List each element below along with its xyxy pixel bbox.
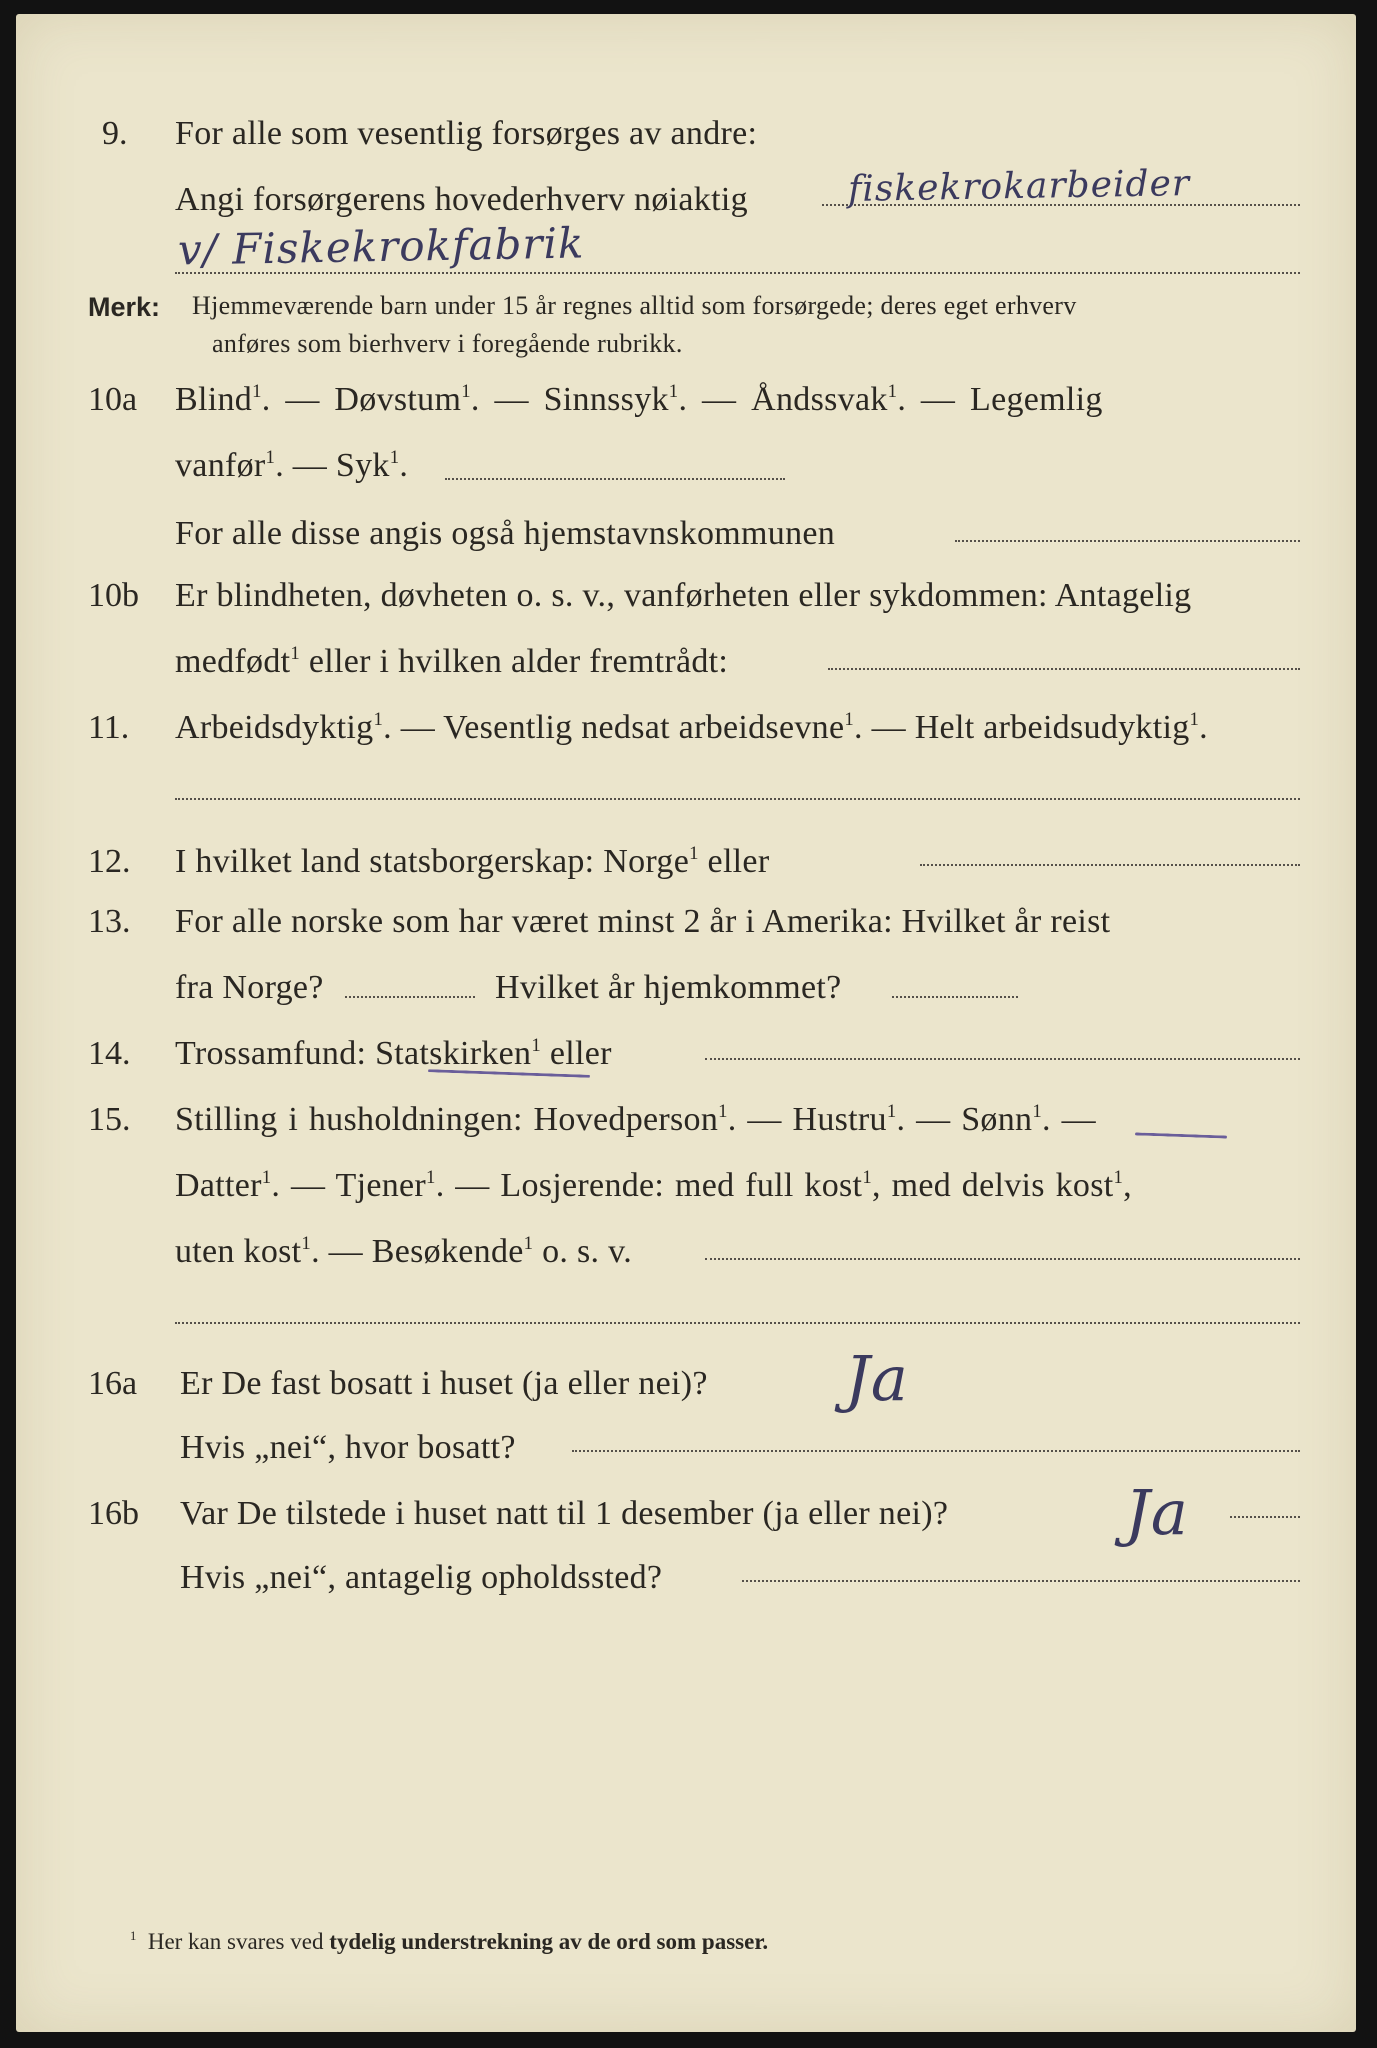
q12-question: I hvilket land statsborgerskap: [175, 843, 604, 880]
q10a-line3: For alle disse angis også hjemstavnskommunen [175, 515, 836, 552]
q14-number: 14. [88, 1035, 131, 1072]
q12-answer-line [920, 864, 1300, 866]
q9-second-line [175, 272, 1300, 274]
footnote-ref: 1 [265, 446, 276, 468]
footnote-ref: 1 [1113, 1166, 1124, 1188]
q16b-answer-line [1230, 1516, 1300, 1518]
q10a-opt-blind: Blind [175, 381, 253, 418]
q15-opt-sonn: . — Sønn [896, 1101, 1033, 1138]
q13-line1: For alle norske som har været minst 2 år i Amerika: Hvilket år reist [175, 903, 1111, 940]
footnote-ref: 1 [261, 1166, 272, 1188]
merk-label: Merk: [88, 292, 161, 322]
q10b-line2 [175, 642, 728, 682]
q10a-period: . [399, 447, 409, 484]
q10a-hjemstavn-line [955, 540, 1300, 542]
footnote-text: Her kan svares ved [147, 1929, 330, 1954]
q16a-handwritten-answer: Ja [845, 1342, 909, 1415]
footnote-ref: 1 [252, 380, 262, 402]
q16a-answer-line [572, 1450, 1300, 1452]
q10b-alder-text: eller i hvilken alder fremtrådt: [300, 643, 729, 680]
q10a-opt-sinnssyk: . — Sinnssyk [470, 381, 669, 418]
q14-answer-line [705, 1058, 1300, 1060]
q10a-line2 [175, 446, 408, 486]
q15-number: 15. [88, 1101, 131, 1138]
footnote-ref: 1 [718, 1100, 728, 1122]
q13-reist-line [345, 996, 475, 998]
q16b-number: 16b [88, 1495, 139, 1532]
q9-line1: For alle som vesentlig forsørges av andre: [175, 115, 758, 152]
q16b-line1: Var De tilstede i huset natt til 1 desember (ja eller nei)? [180, 1495, 949, 1532]
q16a-line2: Hvis „nei“, hvor bosatt? [180, 1429, 516, 1466]
q9-handwritten-employer: v/ Fiskekrokfabrik [177, 218, 585, 275]
footnote-ref: 1 [887, 380, 898, 402]
q15-line2 [175, 1166, 1132, 1206]
q10a-opt-legemlig: . — Legemlig [897, 381, 1103, 418]
footnote-ref: 1 [531, 1034, 542, 1056]
q13-line2b: Hvilket år hjemkommet? [495, 969, 842, 1006]
q11-opt-udyktig: . — Helt arbeidsudyktig [854, 709, 1190, 746]
footnote-ref: 1 [461, 380, 471, 402]
footnote [130, 1928, 768, 1956]
footnote-mark: 1 [130, 1929, 137, 1944]
q15-opt-delvis-kost: , med delvis kost [871, 1167, 1114, 1204]
q10a-number: 10a [88, 381, 138, 418]
q15-opt-uten-kost: uten kost [175, 1233, 302, 1270]
q12-eller: eller [698, 843, 770, 880]
q13-line2a: fra Norge? [175, 969, 324, 1006]
q12-opt-norge: Norge [603, 843, 690, 880]
q10a-opt-dovstum: . — Døvstum [261, 381, 462, 418]
footnote-ref: 1 [290, 642, 301, 664]
q10b-answer-line [828, 668, 1300, 670]
footnote-ref: 1 [689, 842, 699, 864]
footnote-ref: 1 [426, 1166, 436, 1188]
q10a-line1 [175, 380, 1103, 420]
q14-question: Trossamfund: [175, 1035, 376, 1072]
footnote-ref: 1 [886, 1100, 897, 1122]
q9-line2: Angi forsørgerens hovederhverv nøiaktig [175, 181, 748, 218]
q13-hjemkommet-line [892, 996, 1018, 998]
footnote-ref: 1 [373, 708, 384, 730]
q15-opt-tjener: . — Tjener [271, 1167, 427, 1204]
q16b-opholdssted-line [742, 1580, 1300, 1582]
footnote-ref: 1 [844, 708, 854, 730]
q15-second-line [175, 1322, 1300, 1324]
footnote-ref: 1 [523, 1232, 534, 1254]
q10a-opt-andssvak: . — Åndssvak [678, 381, 888, 418]
q15-opt-hustru: . — Hustru [727, 1101, 887, 1138]
q9-handwritten-occupation: fiskekrokarbeider [847, 163, 1191, 210]
q11-answer-line [175, 798, 1300, 800]
q15-dash: . — [1041, 1101, 1096, 1138]
footnote-ref: 1 [389, 446, 400, 468]
q11-period: . [1199, 709, 1208, 746]
q16a-number: 16a [88, 1365, 138, 1402]
footnote-text-bold: tydelig understrekning av de ord som passer. [329, 1929, 769, 1954]
q10b-number: 10b [88, 577, 139, 614]
q14-eller: eller [541, 1035, 612, 1072]
q16b-handwritten-answer: Ja [1125, 1476, 1189, 1549]
footnote-ref: 1 [301, 1232, 312, 1254]
q15-opt-hovedperson: Stilling i husholdningen: Hovedperson [175, 1101, 719, 1138]
q13-number: 13. [88, 903, 131, 940]
q10b-opt-medfodt: medfødt [175, 643, 291, 680]
q10a-opt-syk: . — Syk [275, 447, 390, 484]
merk-line1: Hjemmeværende barn under 15 år regnes alltid som forsørgede; deres eget erhverv [192, 291, 1077, 320]
q16b-line2: Hvis „nei“, antagelig opholdssted? [180, 1559, 663, 1596]
q10a-opt-vanfor: vanfør [175, 447, 266, 484]
q11-number: 11. [88, 709, 130, 746]
q12-line1 [175, 842, 769, 882]
q15-line3 [175, 1232, 632, 1272]
q9-number: 9. [102, 115, 128, 152]
footnote-ref: 1 [1032, 1100, 1042, 1122]
q14-opt-statskirken: Statskirken [375, 1035, 532, 1072]
q15-opt-datter: Datter [175, 1167, 262, 1204]
q11-opt-arbeidsdyktig: Arbeidsdyktig [175, 709, 374, 746]
q11-line1 [175, 708, 1208, 748]
q10b-line1: Er blindheten, døvheten o. s. v., vanførheten eller sykdommen: Antagelig [175, 577, 1192, 614]
q11-opt-nedsat: . — Vesentlig nedsat arbeidsevne [383, 709, 845, 746]
q15-opt-besokende: . — Besøkende [311, 1233, 524, 1270]
q10a-answer-line [445, 478, 785, 480]
footnote-ref: 1 [862, 1166, 872, 1188]
footnote-ref: 1 [1189, 708, 1200, 730]
q12-number: 12. [88, 843, 131, 880]
q15-osv: o. s. v. [533, 1233, 633, 1270]
q16a-line1: Er De fast bosatt i huset (ja eller nei)? [180, 1365, 708, 1402]
q15-answer-line [705, 1258, 1300, 1260]
merk-line2: anføres som bierhverv i foregående rubrikk. [212, 329, 683, 358]
q14-line1 [175, 1034, 612, 1074]
footnote-ref: 1 [668, 380, 679, 402]
q15-opt-full-kost: . — Losjerende: med full kost [435, 1167, 863, 1204]
q15-line1 [175, 1100, 1096, 1140]
q15-comma: , [1123, 1167, 1132, 1204]
